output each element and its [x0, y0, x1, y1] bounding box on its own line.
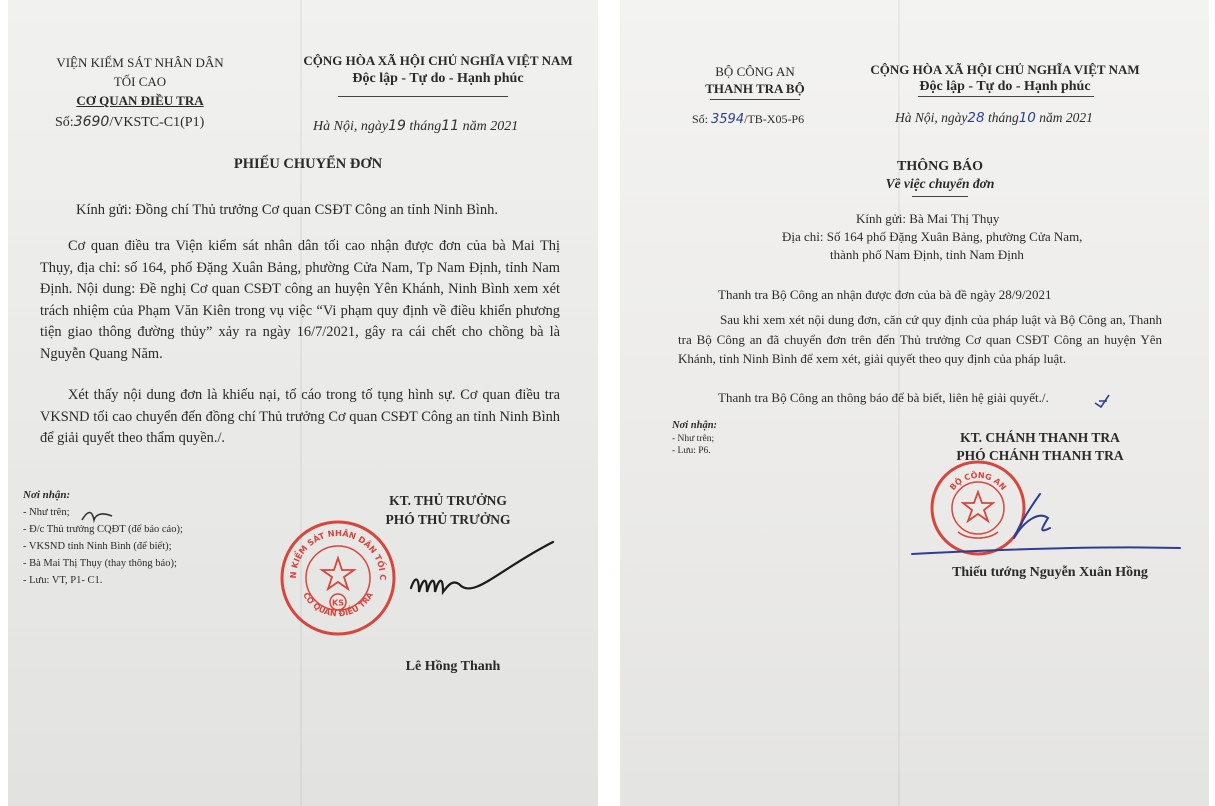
address-line: thành phố Nam Định, tỉnh Nam Định [830, 247, 1024, 262]
doc-number-suffix: /VKSTC-C1(P1) [109, 115, 205, 130]
national-motto: Độc lập - Tự do - Hạnh phúc [352, 71, 524, 86]
date-year: năm 2021 [1039, 110, 1093, 125]
receivers-list [23, 487, 183, 589]
agency-unit: THANH TRA BỘ [705, 81, 805, 96]
motto-underline [338, 96, 508, 97]
recipient-line: Kính gửi: Đồng chí Thủ trưởng Cơ quan CSĐT Công an tỉnh Ninh Bình. [76, 202, 499, 218]
right-document [620, 0, 1209, 806]
document-title: THÔNG BÁO [897, 159, 983, 174]
motto-underline [918, 96, 1094, 97]
date-month: 11 [441, 118, 460, 134]
date-month: 10 [1018, 110, 1036, 126]
date-month-label: tháng [987, 110, 1019, 125]
agency-line: VIỆN KIỂM SÁT NHÂN DÂN [56, 55, 224, 70]
agency-unit: CƠ QUAN ĐIỀU TRA [76, 93, 204, 108]
address-line: Địa chỉ: Số 164 phố Đặng Xuân Bảng, phường Cửa Nam, [782, 229, 1083, 244]
signer-position: PHÓ THỦ TRƯỞNG [385, 512, 511, 527]
recipient-block [856, 210, 999, 228]
receivers-title: Nơi nhận: [672, 420, 718, 431]
svg-text:KS: KS [332, 598, 344, 608]
agency-header [30, 53, 250, 110]
date-label: Hà Nội, ngày [313, 119, 389, 134]
document-title-block [820, 159, 1060, 192]
initials-scribble [78, 508, 118, 524]
check-mark-scribble [1093, 393, 1113, 411]
national-title: CỘNG HÒA XÃ HỘI CHỦ NGHĨA VIỆT NAM [303, 53, 573, 68]
doc-number-suffix: /TB-X05-P6 [744, 112, 805, 126]
date-year: năm 2021 [462, 119, 519, 134]
signer-block [920, 430, 1160, 464]
signer-title: KT. THỦ TRƯỞNG [389, 493, 507, 508]
agency-line: TỐI CAO [113, 74, 167, 89]
svg-text:CƠ QUAN ĐIỀU TRA: CƠ QUAN ĐIỀU TRA [301, 590, 375, 619]
document-date [313, 118, 518, 135]
subtitle-underline [912, 196, 968, 197]
receivers-title: Nơi nhận: [23, 489, 71, 501]
signer-title: KT. CHÁNH THANH TRA [960, 430, 1120, 445]
body-paragraph-2: Sau khi xem xét nội dung đơn, căn cứ quy định của pháp luật và Bộ Công an, Thanh tra Bộ Công an đã chuyển đơn trên đến Thủ trưởng Cơ quan CSĐT Công an huyện Yên Khánh, tỉnh Ninh Bình để xem xét, giải quyết theo quy định của pháp luật. [678, 312, 1162, 366]
receiver-item: - Như trên; [672, 433, 715, 444]
doc-number-handwritten: 3594 [711, 112, 745, 127]
svg-text:VIỆN KIỂM SÁT NHÂN DÂN TỐI CAO: VIỆN KIỂM SÁT NHÂN DÂN TỐI CAO [274, 510, 389, 581]
address-block [782, 228, 1082, 264]
receivers-list [672, 420, 717, 458]
document-title: PHIẾU CHUYỂN ĐƠN [233, 156, 383, 172]
body-paragraph-3: Thanh tra Bộ Công an thông báo để bà biết, liên hệ giải quyết./. [718, 390, 1049, 405]
receiver-item: - Đ/c Thủ trưởng CQĐT (để báo cáo); [23, 524, 183, 535]
body-paragraph-1: Cơ quan điều tra Viện kiểm sát nhân dân tối cao nhận được đơn của bà Mai Thị Thụy, địa chỉ: số 164, phố Đặng Xuân Bảng, phường Cửa Nam, Tp Nam Định, tỉnh Nam Định. Nội dung: Đề nghị Cơ quan CSĐT công an huyện Yên Khánh, Ninh Bình xem xét trách nhiệm của Phạm Văn Kiên trong vụ việc “Vi phạm quy định về điều khiển phương tiện giao thông đường thủy” xảy ra ngày 16/7/2021, gây ra cái chết cho chồng bà là Nguyễn Quang Năm. [40, 238, 560, 362]
body-paragraph-1: Thanh tra Bộ Công an nhận được đơn của bà đề ngày 28/9/2021 [718, 287, 1052, 302]
svg-text:BỘ CÔNG AN: BỘ CÔNG AN [948, 470, 1008, 492]
receiver-item: - Như trên; [23, 507, 70, 518]
document-number [55, 114, 204, 131]
signature-scribble [910, 488, 1190, 568]
document-date [895, 110, 1093, 126]
doc-number-handwritten: 3690 [73, 114, 110, 130]
receiver-item: - Bà Mai Thị Thụy (thay thông báo); [23, 558, 177, 569]
national-header [840, 62, 1170, 95]
document-subtitle: Về việc chuyển đơn [885, 176, 995, 191]
signer-name: Lê Hồng Thanh [405, 659, 501, 674]
body-paragraph-2: Xét thấy nội dung đơn là khiếu nại, tố cáo trong tố tụng hình sự. Cơ quan điều tra VKSND tối cao chuyển đến đồng chí Thủ trưởng Cơ quan CSĐT Công an tỉnh Ninh Bình để giải quyết theo thẩm quyền./. [40, 387, 560, 446]
doc-number-label: Số: [55, 115, 74, 130]
recipient-line: Kính gửi: Bà Mai Thị Thụy [856, 211, 1000, 226]
red-seal [274, 510, 398, 638]
signature-scribble [403, 540, 563, 620]
national-title: CỘNG HÒA XÃ HỘI CHỦ NGHĨA VIỆT NAM [870, 62, 1140, 77]
receiver-item: - Lưu: VT, P1- C1. [23, 575, 103, 586]
agency-line: BỘ CÔNG AN [715, 64, 795, 79]
signer-position: PHÓ CHÁNH THANH TRA [956, 448, 1124, 463]
national-header [290, 53, 586, 87]
date-month-label: tháng [409, 119, 442, 134]
receiver-item: - VKSND tỉnh Ninh Bình (để biết); [23, 541, 172, 552]
national-motto: Độc lập - Tự do - Hạnh phúc [919, 79, 1091, 94]
left-document [8, 0, 598, 806]
agency-header [675, 63, 835, 97]
signer-name: Thiếu tướng Nguyễn Xuân Hồng [952, 565, 1148, 580]
document-number [692, 112, 804, 127]
date-day: 28 [967, 110, 985, 126]
date-day: 19 [388, 118, 406, 134]
doc-number-label: Số: [692, 112, 709, 126]
receiver-item: - Lưu: P6. [672, 446, 711, 456]
date-label: Hà Nội, ngày [895, 110, 968, 125]
agency-underline [710, 99, 800, 100]
